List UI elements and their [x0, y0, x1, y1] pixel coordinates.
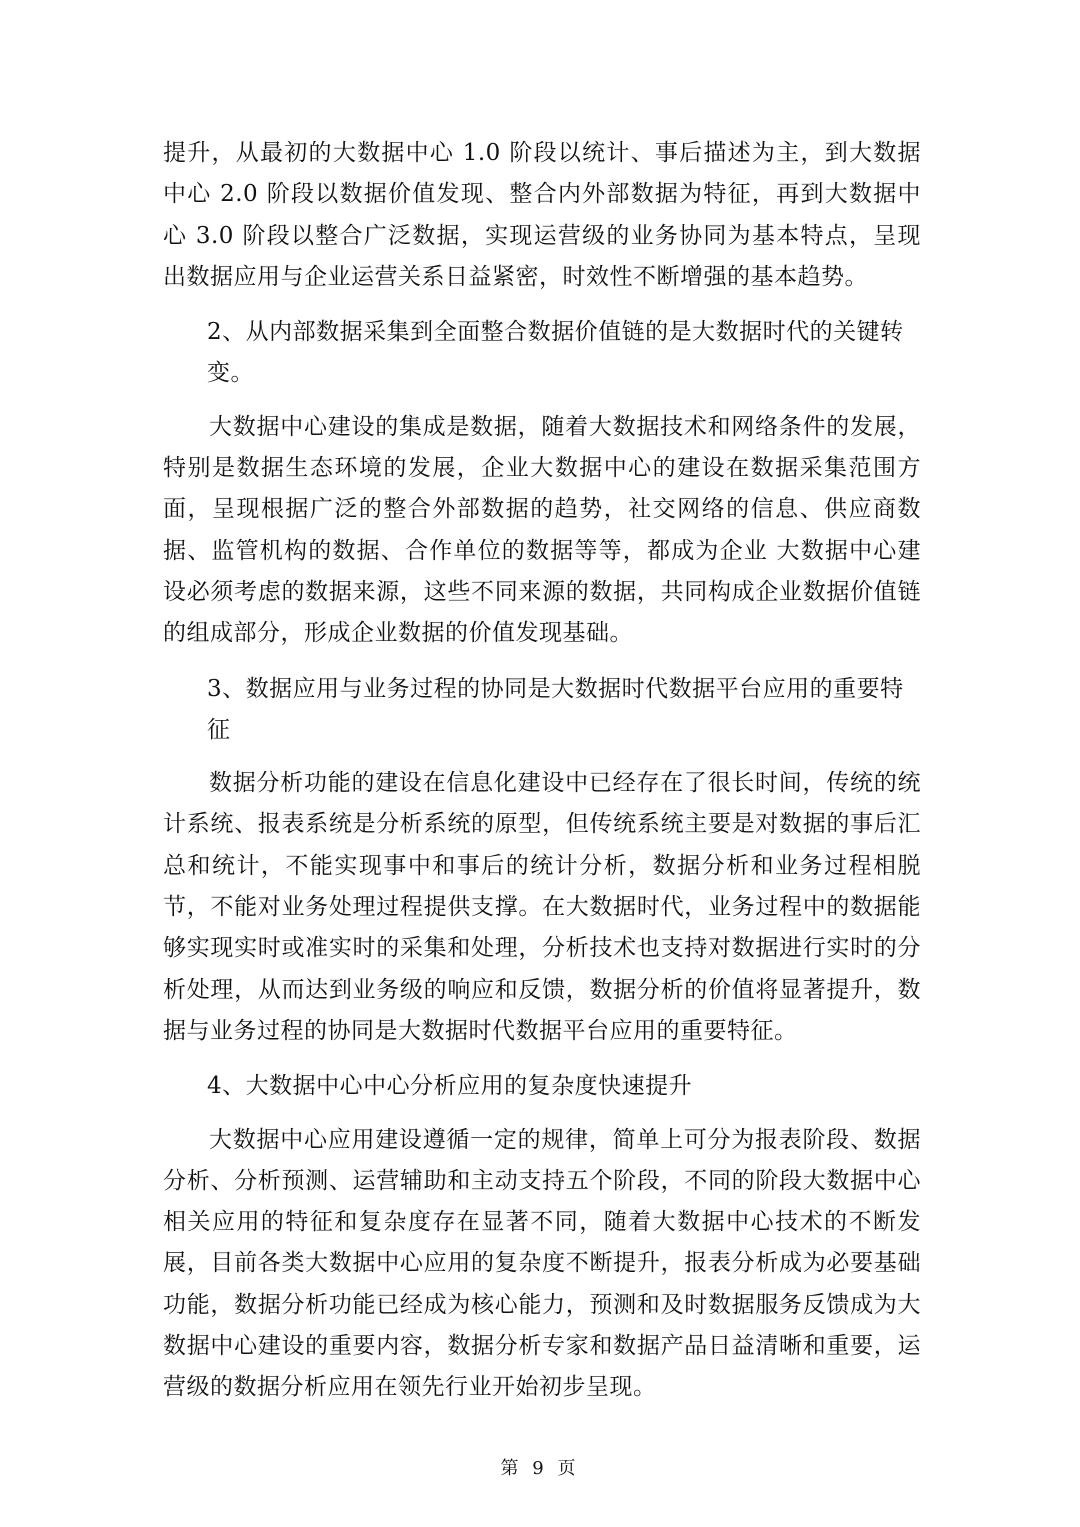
section-heading-2: 2、从内部数据采集到全面整合数据价值链的是大数据时代的关键转变。 [207, 319, 904, 387]
paragraph-application-complexity: 大数据中心应用建设遵循一定的规律，简单上可分为报表阶段、数据分析、分析预测、运营辅助和主动支持五个阶段，不同的阶段大数据中心相关应用的特征和复杂度存在显著不同，随着大数据中心技术的不断发展，目前各类大数据中心应用的复杂度不断提升，报表分析成为必要基础功能，数据分析功能已经成为核心能力，预测和及时数据服务反馈成为大数据中心建设的重要内容，数据分析专家和数据产品日益清晰和重要，运营级的数据分析应用在领先行业开始初步呈现。 [163, 1126, 921, 1401]
paragraph-trend-summary: 提升，从最初的大数据中心 1.0 阶段以统计、事后描述为主，到大数据中心 2.0 阶段以数据价值发现、整合内外部数据为特征，再到大数据中心 3.0 阶段以整合广泛数据，实现运营级的业务协同为基本特点，呈现出数据应用与企业运营关系日益紧密，时效性不断增强的基本趋势。 [163, 140, 921, 290]
paragraph-business-collaboration: 数据分析功能的建设在信息化建设中已经存在了很长时间，传统的统计系统、报表系统是分析系统的原型，但传统系统主要是对数据的事后汇总和统计，不能实现事中和事后的统计分析，数据分析和业务过程相脱节，不能对业务处理过程提供支撑。在大数据时代，业务过程中的数据能够实现实时或准实时的采集和处理，分析技术也支持对数据进行实时的分析处理，从而达到业务级的响应和反馈，数据分析的价值将显著提升，数据与业务过程的协同是大数据时代数据平台应用的重要特征。 [163, 770, 921, 1044]
section-heading-3: 3、数据应用与业务过程的协同是大数据时代数据平台应用的重要特征 [207, 675, 904, 743]
page-number: 第 9 页 [500, 1458, 580, 1479]
section-heading-4: 4、大数据中心中心分析应用的复杂度快速提升 [207, 1073, 693, 1100]
document-body [163, 133, 921, 1409]
paragraph-data-value-chain: 大数据中心建设的集成是数据，随着大数据技术和网络条件的发展，特别是数据生态环境的发展，企业大数据中心的建设在数据采集范围方面，呈现根据广泛的整合外部数据的趋势，社交网络的信息、供应商数据、监管机构的数据、合作单位的数据等等，都成为企业 大数据中心建设必须考虑的数据来源，这些不同来源的数据，共同构成企业数据价值链的组成部分，形成企业数据的价值发现基础。 [163, 413, 921, 647]
